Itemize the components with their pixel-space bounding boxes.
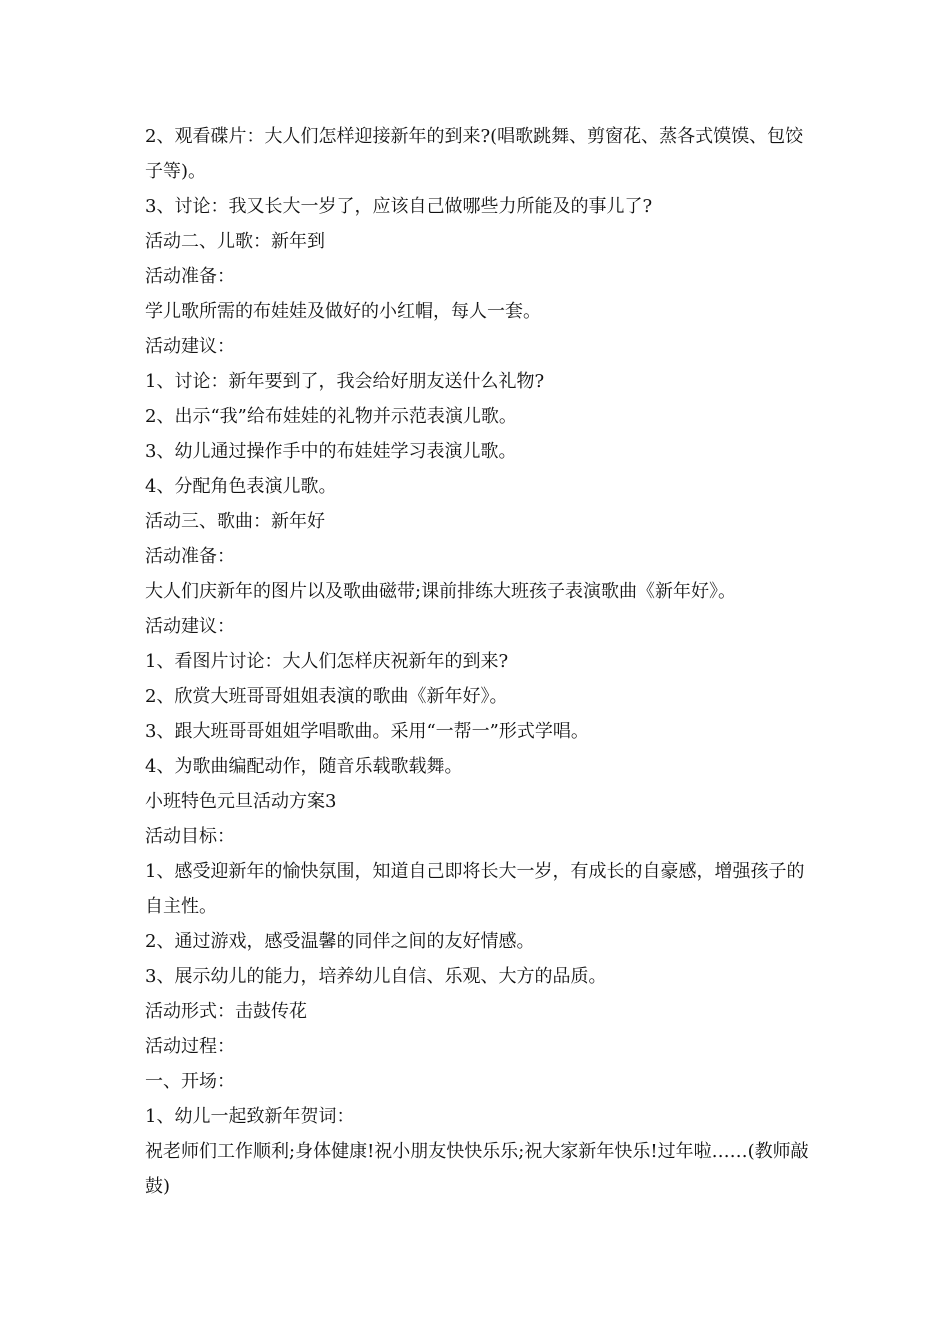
paragraph: 3、讨论：我又长大一岁了，应该自己做哪些力所能及的事儿了? [145, 196, 653, 217]
subheading: 活动建议： [145, 616, 235, 637]
list-item: 3、幼儿通过操作手中的布娃娃学习表演儿歌。 [145, 441, 517, 462]
subheading: 活动建议： [145, 336, 235, 357]
document-body [145, 119, 810, 1204]
list-item: 1、讨论：新年要到了，我会给好朋友送什么礼物? [145, 371, 545, 392]
paragraph: 祝老师们工作顺利;身体健康!祝小朋友快快乐乐;祝大家新年快乐!过年啦……(教师敲鼓) [145, 1141, 809, 1197]
list-item: 2、出示“我”给布娃娃的礼物并示范表演儿歌。 [145, 406, 517, 427]
list-item: 1、感受迎新年的愉快氛围，知道自己即将长大一岁，有成长的自豪感，增强孩子的自主性。 [145, 861, 805, 917]
paragraph: 大人们庆新年的图片以及歌曲磁带;课前排练大班孩子表演歌曲《新年好》。 [145, 581, 737, 602]
list-item: 1、幼儿一起致新年贺词： [145, 1106, 355, 1127]
list-item: 2、欣赏大班哥哥姐姐表演的歌曲《新年好》。 [145, 686, 508, 707]
list-item: 1、看图片讨论：大人们怎样庆祝新年的到来? [145, 651, 509, 672]
list-item: 2、通过游戏，感受温馨的同伴之间的友好情感。 [145, 931, 535, 952]
section-heading: 活动二、儿歌：新年到 [145, 231, 325, 252]
subheading: 活动过程： [145, 1036, 235, 1057]
subheading: 活动目标： [145, 826, 235, 847]
list-item: 3、展示幼儿的能力，培养幼儿自信、乐观、大方的品质。 [145, 966, 607, 987]
list-item: 4、为歌曲编配动作，随音乐载歌载舞。 [145, 756, 463, 777]
subheading: 活动准备： [145, 266, 235, 287]
list-item: 3、跟大班哥哥姐姐学唱歌曲。采用“一帮一”形式学唱。 [145, 721, 589, 742]
subheading: 活动准备： [145, 546, 235, 567]
subheading: 一、开场： [145, 1071, 235, 1092]
list-item: 4、分配角色表演儿歌。 [145, 476, 337, 497]
paragraph: 2、观看碟片：大人们怎样迎接新年的到来?(唱歌跳舞、剪窗花、蒸各式馍馍、包饺子等)。 [145, 126, 804, 182]
document-section-title: 小班特色元旦活动方案3 [145, 791, 337, 812]
paragraph: 学儿歌所需的布娃娃及做好的小红帽，每人一套。 [145, 301, 541, 322]
section-heading: 活动三、歌曲：新年好 [145, 511, 325, 532]
paragraph: 活动形式：击鼓传花 [145, 1001, 307, 1022]
